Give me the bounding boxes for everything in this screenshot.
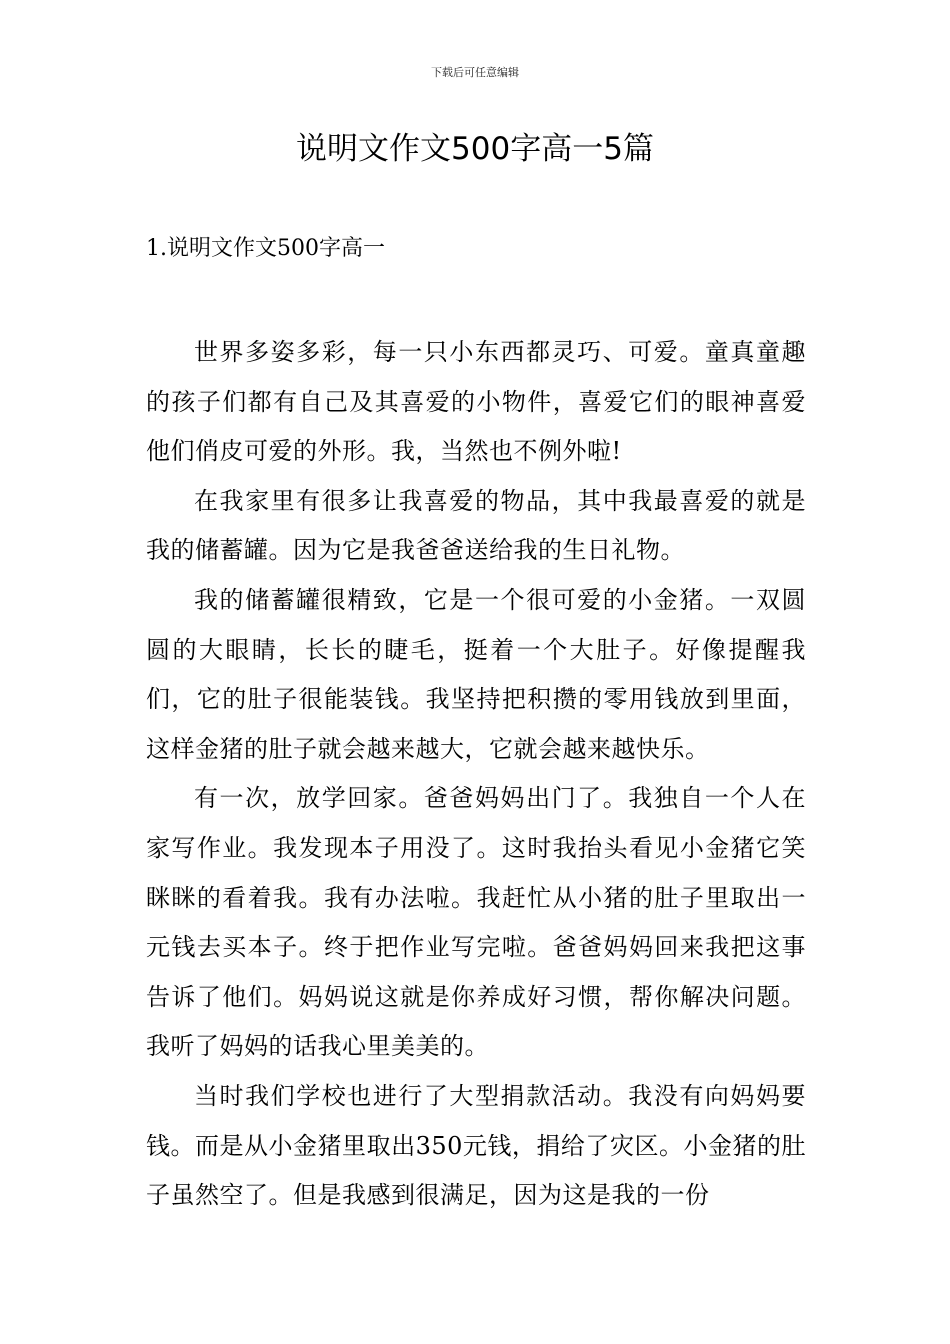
paragraph-4: 有一次，放学回家。爸爸妈妈出门了。我独自一个人在家写作业。我发现本子用没了。这时我抬头看见小金猪它笑眯眯的看着我。我有办法啦。我赶忙从小猪的肚子里取出一元钱去买本子。终于把作业写完啦。爸爸妈妈回来我把这事告诉了他们。妈妈说这就是你养成好习惯，帮你解决问题。我听了妈妈的话我心里美美的。 [146, 784, 806, 1061]
header-note: 下载后可任意编辑 [431, 66, 519, 79]
document-title: 说明文作文500字高一5篇 [296, 131, 654, 167]
paragraph-2: 在我家里有很多让我喜爱的物品，其中我最喜爱的就是我的储蓄罐。因为它是我爸爸送给我的生日礼物。 [146, 486, 806, 565]
paragraph-1: 世界多姿多彩，每一只小东西都灵巧、可爱。童真童趣的孩子们都有自己及其喜爱的小物件，喜爱它们的眼神喜爱他们俏皮可爱的外形。我，当然也不例外啦! [146, 338, 806, 466]
document-body [146, 328, 806, 1221]
section-heading: 1.说明文作文500字高一 [146, 236, 385, 261]
paragraph-3: 我的储蓄罐很精致，它是一个很可爱的小金猪。一双圆圆的大眼睛，长长的睫毛，挺着一个大肚子。好像提醒我们，它的肚子很能装钱。我坚持把积攒的零用钱放到里面，这样金猪的肚子就会越来越大，它就会越来越快乐。 [146, 585, 806, 763]
paragraph-5: 当时我们学校也进行了大型捐款活动。我没有向妈妈要钱。而是从小金猪里取出350元钱，捐给了灾区。小金猪的肚子虽然空了。但是我感到很满足，因为这是我的一份 [146, 1081, 806, 1210]
